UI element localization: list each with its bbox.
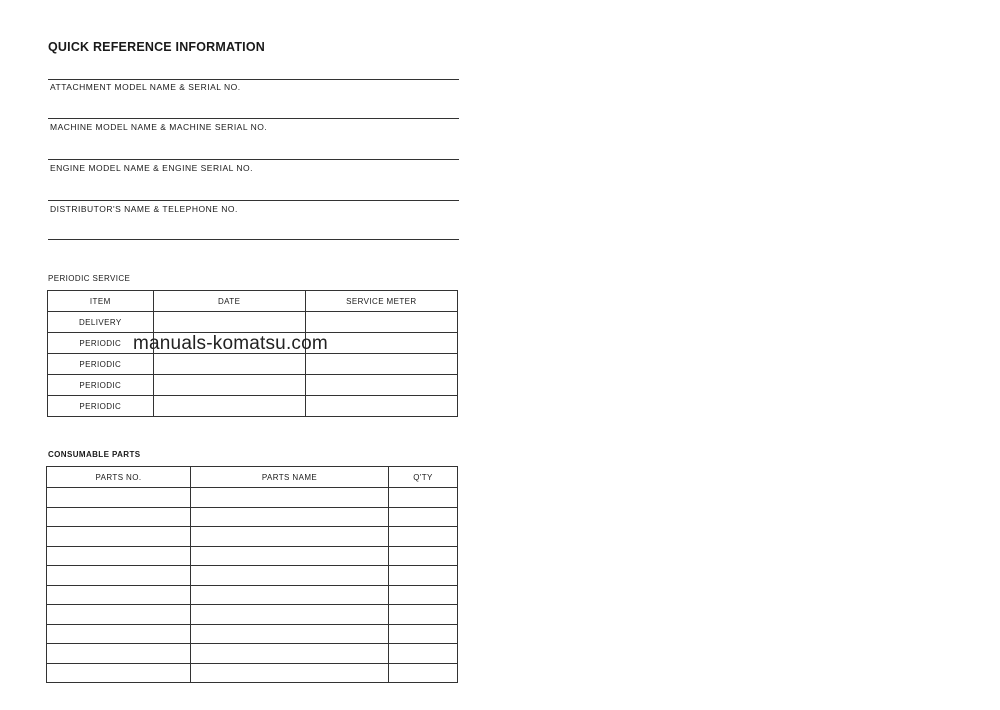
field-label-machine: MACHINE MODEL NAME & MACHINE SERIAL NO. <box>50 122 268 132</box>
table-row <box>47 488 458 508</box>
table-row <box>47 527 458 547</box>
field-label-distributor: DISTRIBUTOR'S NAME & TELEPHONE NO. <box>50 204 238 214</box>
meter-cell <box>305 333 457 354</box>
table-row <box>48 375 458 396</box>
meter-cell <box>305 354 457 375</box>
table-row <box>47 585 458 605</box>
consumable-parts-label: CONSUMABLE PARTS <box>48 450 141 459</box>
item-cell: DELIVERY <box>48 312 154 333</box>
header-parts-name: PARTS NAME <box>191 467 389 488</box>
table-header-row <box>47 467 458 488</box>
meter-cell <box>305 396 457 417</box>
table-row <box>47 663 458 683</box>
item-cell: PERIODIC <box>48 396 154 417</box>
field-line <box>48 159 459 160</box>
table-row <box>47 546 458 566</box>
table-row <box>47 644 458 664</box>
item-cell: PERIODIC <box>48 354 154 375</box>
field-label-engine: ENGINE MODEL NAME & ENGINE SERIAL NO. <box>50 163 254 173</box>
consumable-parts-table <box>46 466 458 683</box>
header-parts-no: PARTS NO. <box>47 467 191 488</box>
date-cell <box>153 354 305 375</box>
periodic-service-label: PERIODIC SERVICE <box>48 274 131 283</box>
meter-cell <box>305 375 457 396</box>
field-line <box>48 239 459 240</box>
table-row <box>48 396 458 417</box>
header-qty: Q'TY <box>389 467 458 488</box>
watermark: manuals-komatsu.com <box>133 333 328 354</box>
page-title: QUICK REFERENCE INFORMATION <box>48 40 265 54</box>
header-service-meter: SERVICE METER <box>305 291 457 312</box>
header-item: ITEM <box>48 291 154 312</box>
field-line <box>48 79 459 80</box>
table-row <box>48 312 458 333</box>
date-cell <box>153 375 305 396</box>
field-label-attachment: ATTACHMENT MODEL NAME & SERIAL NO. <box>50 82 241 92</box>
table-header-row <box>48 291 458 312</box>
table-row <box>47 605 458 625</box>
table-row <box>47 566 458 586</box>
table-row <box>48 354 458 375</box>
field-line <box>48 200 459 201</box>
table-row <box>47 507 458 527</box>
header-date: DATE <box>153 291 305 312</box>
item-cell: PERIODIC <box>48 375 154 396</box>
meter-cell <box>305 312 457 333</box>
date-cell <box>153 396 305 417</box>
field-line <box>48 118 459 119</box>
table-row <box>47 624 458 644</box>
item-cell: PERIODIC <box>48 333 154 354</box>
date-cell <box>153 312 305 333</box>
